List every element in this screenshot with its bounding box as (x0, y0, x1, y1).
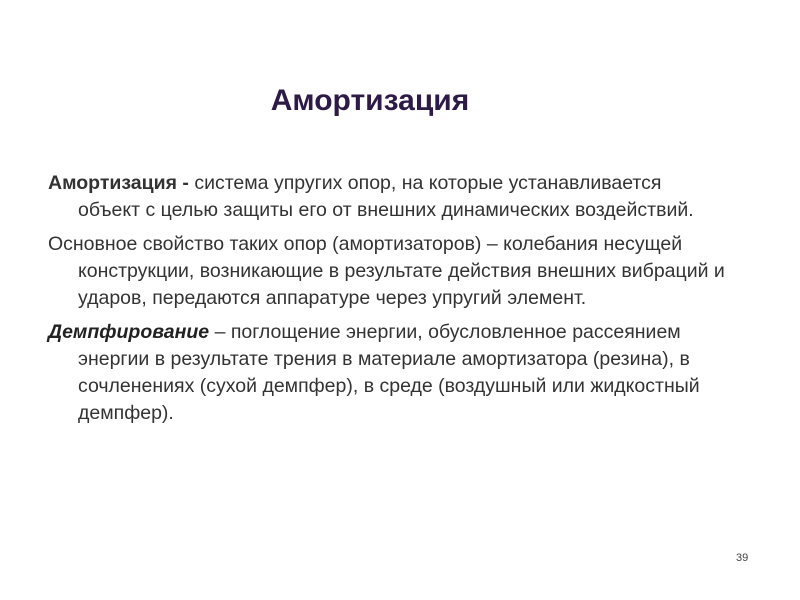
damping-text: – поглощение энергии, обусловленное рассеянием энергии в результате трения в материале амортизатора (резина), в сочленениях (сухой демпфер), в среде (воздушный или жидкостный демпфер). (78, 321, 700, 424)
slide-body (48, 170, 728, 434)
term-damping: Демпфирование (48, 321, 210, 343)
paragraph-amortization-definition (48, 170, 728, 224)
term-amortization: Амортизация - (48, 172, 189, 194)
paragraph-damping-definition (48, 319, 728, 427)
slide-title: Амортизация (270, 84, 470, 117)
definition-text: система упругих опор, на которые устанавливается объект с целью защиты его от внешних динамических воздействий. (78, 172, 694, 221)
page-number: 39 (736, 552, 749, 564)
property-text: Основное свойство таких опор (амортизаторов) – колебания несущей конструкции, возникающие в результате действия внешних вибраций и ударов, передаются аппаратуре через упругий элемент. (48, 233, 725, 309)
paragraph-main-property (48, 231, 728, 312)
